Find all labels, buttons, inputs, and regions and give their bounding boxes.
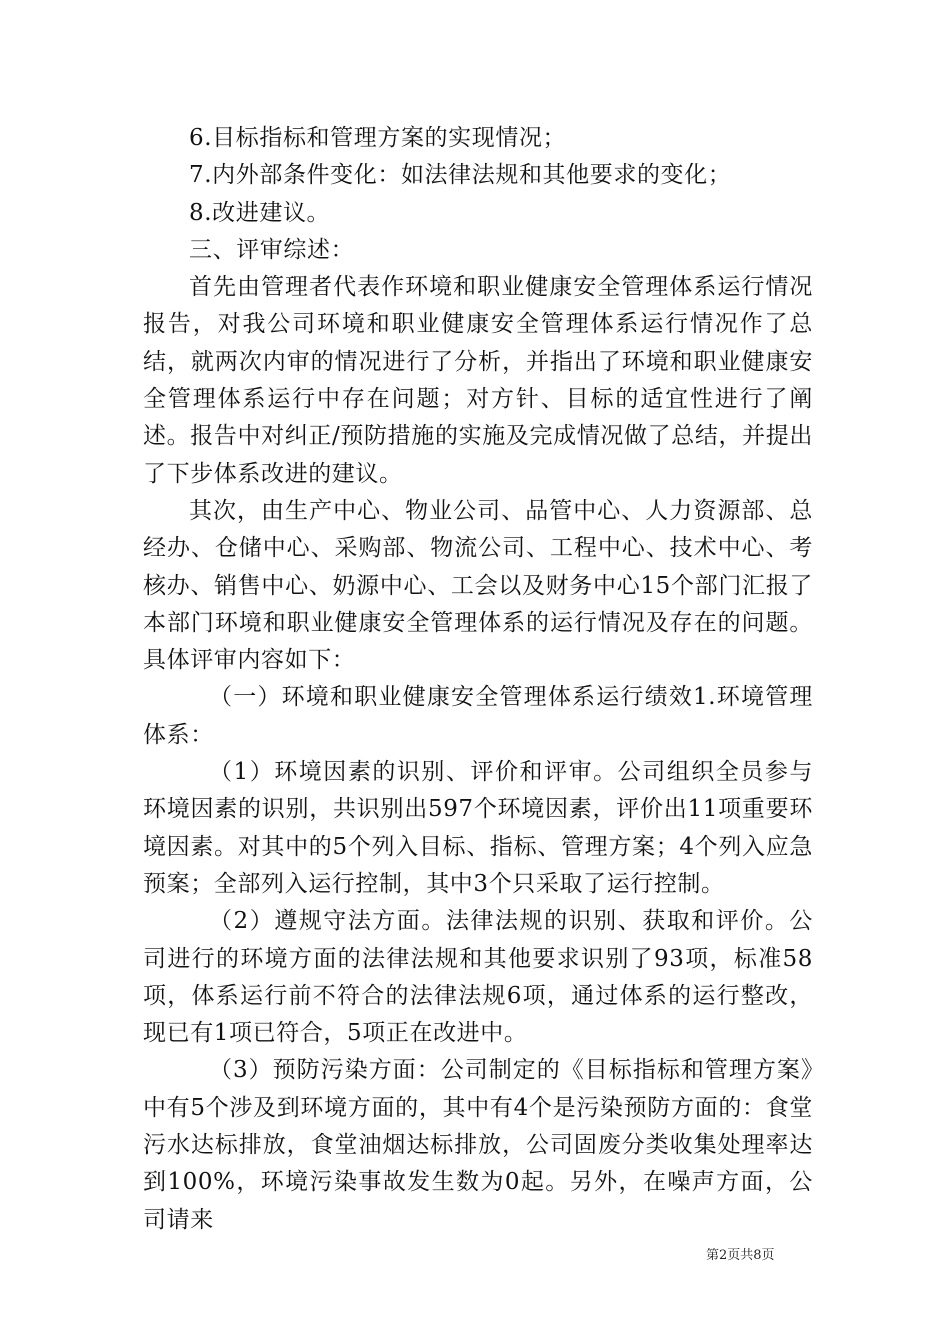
list-item-6: 6.目标指标和管理方案的实现情况； [189, 125, 567, 151]
paragraph-management-report: 首先由管理者代表作环境和职业健康安全管理体系运行情况报告，对我公司环境和职业健康安全管理体系运行情况作了总结，就两次内审的情况进行了分析，并指出了环境和职业健康安全管理体系运行中存在问题；对方针、目标的适宜性进行了阐述。报告中对纠正/预防措施的实施及完成情况做了总结，并提出了下步体系改进的建议。 [143, 274, 813, 487]
paragraph-environmental-factors: （1）环境因素的识别、评价和评审。公司组织全员参与环境因素的识别，共识别出597个环境因素，评价出11项重要环境因素。对其中的5个列入目标、指标、管理方案；4个列入应急预案；全部列入运行控制，其中3个只采取了运行控制。 [143, 759, 813, 897]
subsection-heading-performance: （一）环境和职业健康安全管理体系运行绩效1.环境管理体系： [143, 684, 813, 748]
document-body [143, 120, 813, 1239]
paragraph-pollution-prevention: （3）预防污染方面：公司制定的《目标指标和管理方案》中有5个涉及到环境方面的，其中有4个是污染预防方面的：食堂污水达标排放，食堂油烟达标排放，公司固废分类收集处理率达到100%，环境污染事故发生数为0起。另外，在噪声方面，公司请来 [143, 1057, 813, 1233]
paragraph-department-reports: 其次，由生产中心、物业公司、品管中心、人力资源部、总经办、仓储中心、采购部、物流公司、工程中心、技术中心、考核办、销售中心、奶源中心、工会以及财务中心15个部门汇报了本部门环境和职业健康安全管理体系的运行情况及存在的问题。具体评审内容如下： [143, 497, 813, 674]
list-item-7: 7.内外部条件变化：如法律法规和其他要求的变化； [189, 162, 732, 189]
page-number: 第2页共8页 [706, 1248, 775, 1263]
paragraph-compliance: （2）遵规守法方面。法律法规的识别、获取和评价。公司进行的环境方面的法律法规和其他要求识别了93项，标准58项，体系运行前不符合的法律法规6项，通过体系的运行整改，现已有1项已符合，5项正在改进中。 [143, 908, 813, 1047]
list-item-8: 8.改进建议。 [189, 199, 331, 226]
section-heading-review-summary: 三、评审综述： [189, 236, 355, 263]
